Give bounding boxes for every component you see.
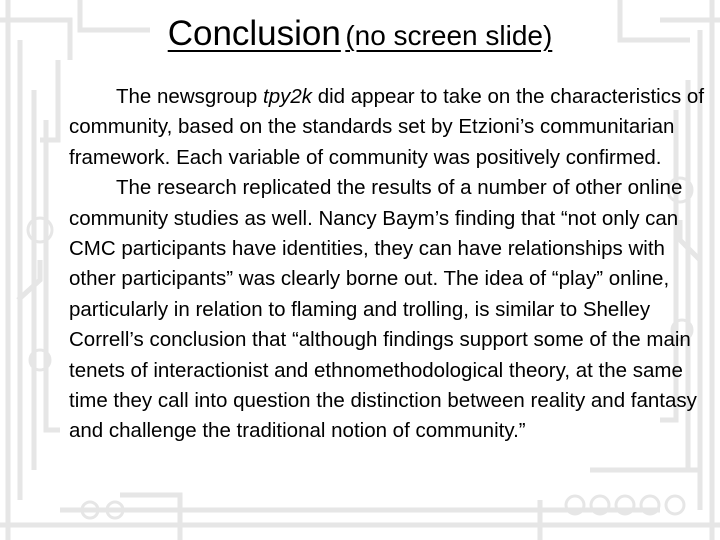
slide-body	[69, 82, 709, 447]
slide-title: Conclusion	[167, 14, 341, 53]
slide-title-line	[0, 14, 720, 54]
newsgroup-name: tpy2k	[263, 85, 313, 108]
paragraph-2: The research replicated the results of a number of other online community studies as well. Nancy Baym’s finding that “not only can CMC participants have identities, they can have relationships with other participants” was clearly borne out. The idea of “play” online, particularly in relation to flaming and trolling, is similar to Shelley Correll’s conclusion that “although findings support some of the main tenets of interactionist and ethnomethodological theory, at the same time they call into question the distinction between reality and fantasy and challenge the traditional notion of community.”	[69, 176, 697, 443]
paragraph-1-end: did appear to take on the characteristics of community, based on the standards set by Etzioni’s communitarian framework. Each variable of community was positively confirmed.	[69, 85, 705, 169]
paragraph-1-start: The newsgroup	[116, 85, 264, 108]
slide-subtitle: (no screen slide)	[345, 20, 553, 51]
paragraph-1	[69, 82, 709, 173]
